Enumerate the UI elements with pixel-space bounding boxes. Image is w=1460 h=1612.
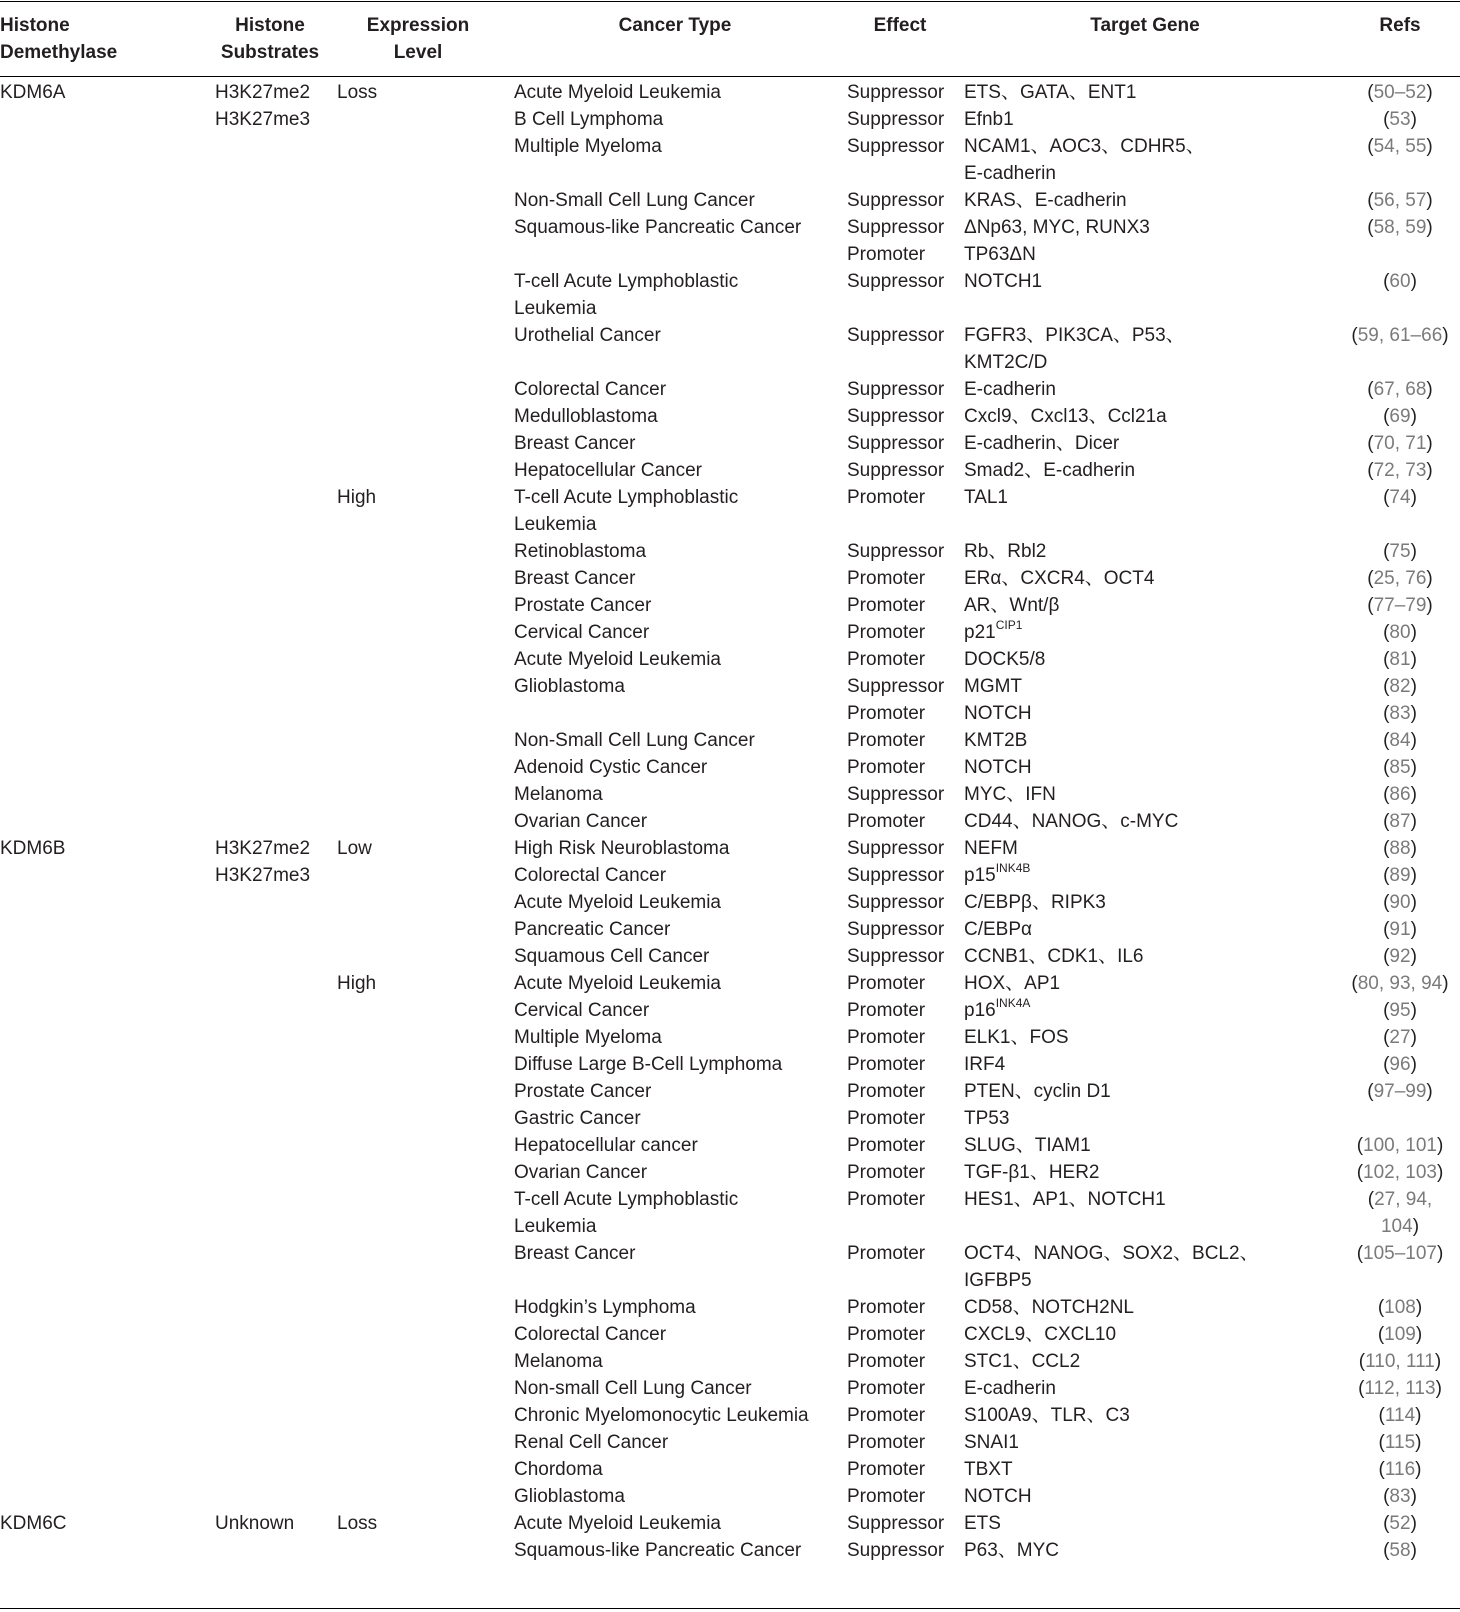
effect-cell: Suppressor [847,784,945,805]
cancer-type-cell: Renal Cell Cancer [514,1432,669,1453]
refs-cell: (60) [1383,271,1417,292]
target-gene-cell: NEFM [964,838,1018,859]
effect-cell: Suppressor [847,136,945,157]
target-gene-cell: P63、MYC [964,1540,1060,1561]
cancer-type-cell: Acute Myeloid Leukemia [514,973,721,994]
refs-cell: (53) [1383,109,1417,130]
reference-numbers: 77–79 [1373,595,1427,616]
target-gene-cell: TP53 [964,1108,1010,1129]
refs-cell: (84) [1383,730,1417,751]
effect-cell: Promoter [847,1027,926,1048]
target-gene-cell: DOCK5/8 [964,649,1046,670]
refs-cell: (92) [1383,946,1417,967]
refs-cell: (91) [1383,919,1417,940]
substrate-cell: H3K27me2 H3K27me3 [215,838,311,886]
cancer-type-cell: Cervical Cancer [514,622,650,643]
reference-numbers: 83 [1389,1486,1411,1507]
target-gene-cell: TAL1 [964,487,1009,508]
gene-name: p15 [964,865,996,886]
effect-cell: Promoter [847,487,926,508]
reference-numbers: 25, 76 [1373,568,1427,589]
reference-numbers: 81 [1389,649,1411,670]
target-gene-cell: ETS、GATA、ENT1 [964,82,1137,103]
header-histone-substrates: Histone Substrates [220,15,320,63]
refs-cell: (67, 68) [1367,379,1433,400]
cancer-type-cell: Gastric Cancer [514,1108,641,1129]
reference-numbers: 83 [1389,703,1411,724]
refs-cell: (80, 93, 94) [1351,973,1449,994]
cancer-type-cell: Multiple Myeloma [514,136,662,157]
effect-cell: Promoter [847,1081,926,1102]
reference-numbers: 50–52 [1373,82,1427,103]
expression-level-cell: Low [337,838,372,859]
substrate-cell: H3K27me2 H3K27me3 [215,82,311,130]
refs-cell: (85) [1383,757,1417,778]
cancer-type-cell: Prostate Cancer [514,595,652,616]
cancer-type-cell: Squamous-like Pancreatic Cancer [514,1540,802,1561]
reference-numbers: 84 [1389,730,1411,751]
refs-cell: (75) [1383,541,1417,562]
cancer-type-cell: Non-Small Cell Lung Cancer [514,190,755,211]
target-gene-cell: CXCL9、CXCL10 [964,1324,1117,1345]
cancer-type-cell: Urothelial Cancer [514,325,661,346]
refs-cell: (81) [1383,649,1417,670]
cancer-type-cell: Chordoma [514,1459,603,1480]
gene-name: p21 [964,622,996,643]
cancer-type-cell: Adenoid Cystic Cancer [514,757,708,778]
cancer-type-cell: Multiple Myeloma [514,1027,662,1048]
cancer-type-cell: T-cell Acute Lymphoblastic Leukemia [514,487,739,535]
reference-numbers: 105–107 [1363,1243,1437,1264]
refs-cell: (116) [1378,1459,1422,1480]
effect-cell: Suppressor [847,838,945,859]
cancer-type-cell: Hepatocellular cancer [514,1135,698,1156]
target-gene-cell: ΔNp63, MYC, RUNX3 TP63ΔN [964,217,1150,265]
expression-level-cell: High [337,487,377,508]
refs-cell: (72, 73) [1367,460,1433,481]
refs-cell: (58) [1383,1540,1417,1561]
target-gene-cell: TBXT [964,1459,1013,1480]
effect-cell: Suppressor [847,892,945,913]
reference-numbers: 91 [1389,919,1411,940]
target-gene-cell: CCNB1、CDK1、IL6 [964,946,1144,967]
effect-cell: Promoter [847,1108,926,1129]
reference-numbers: 59, 61–66 [1357,325,1443,346]
header-target-gene: Target Gene [1090,15,1200,36]
cancer-type-cell: Hepatocellular Cancer [514,460,702,481]
header-effect: Effect [873,15,927,36]
refs-cell: (102, 103) [1356,1162,1444,1183]
cancer-type-cell: Squamous-like Pancreatic Cancer [514,217,802,238]
reference-numbers: 86 [1389,784,1411,805]
effect-cell: Suppressor [847,406,945,427]
effect-cell: Suppressor [847,541,945,562]
effect-cell: Suppressor [847,919,945,940]
target-gene-cell: NCAM1、AOC3、CDHR5、 E-cadherin [964,136,1205,184]
effect-cell: Suppressor [847,865,945,886]
effect-cell: Promoter [847,757,926,778]
effect-cell: Promoter [847,1486,926,1507]
target-gene-cell: NOTCH [964,1486,1032,1507]
effect-cell: Promoter [847,649,926,670]
refs-cell: (25, 76) [1367,568,1433,589]
target-gene-cell: CD58、NOTCH2NL [964,1297,1134,1318]
demethylase-cell: KDM6A [0,82,66,103]
gene-name: p16 [964,1000,996,1021]
expression-level-cell: High [337,973,377,994]
reference-numbers: 85 [1389,757,1411,778]
effect-cell: Suppressor [847,460,945,481]
reference-numbers: 97–99 [1373,1081,1427,1102]
cancer-type-cell: Retinoblastoma [514,541,647,562]
target-gene-cell: S100A9、TLR、C3 [964,1405,1130,1426]
cancer-type-cell: Non-small Cell Lung Cancer [514,1378,752,1399]
refs-cell: (105–107) [1356,1243,1444,1264]
cancer-type-cell: Breast Cancer [514,433,636,454]
target-gene-cell: KRAS、E-cadherin [964,190,1127,211]
effect-cell: Promoter [847,1000,926,1021]
reference-numbers: 116 [1384,1459,1416,1480]
target-gene-cell: HOX、AP1 [964,973,1061,994]
refs-cell: (58, 59) [1367,217,1433,238]
target-gene-cell: KMT2B [964,730,1028,751]
cancer-type-cell: Pancreatic Cancer [514,919,671,940]
refs-cell: (82) [1383,676,1417,697]
cancer-type-cell: Acute Myeloid Leukemia [514,82,721,103]
target-gene-cell: Cxcl9、Cxcl13、Ccl21a [964,406,1167,427]
cancer-type-cell: Squamous Cell Cancer [514,946,710,967]
target-gene-cell: C/EBPα [964,919,1033,940]
refs-cell: (100, 101) [1356,1135,1444,1156]
target-gene-cell: OCT4、NANOG、SOX2、BCL2、 IGFBP5 [964,1243,1259,1291]
refs-cell: (27, 94, 104) [1367,1189,1433,1237]
refs-cell: (97–99) [1367,1081,1433,1102]
refs-cell: (86) [1383,784,1417,805]
target-gene-cell: PTEN、cyclin D1 [964,1081,1111,1102]
gene-superscript: INK4B [995,861,1031,875]
effect-cell: Promoter [847,1378,926,1399]
gene-superscript: INK4A [995,996,1031,1010]
cancer-type-cell: B Cell Lymphoma [514,109,664,130]
effect-cell: Suppressor [847,676,945,697]
refs-cell: (50–52) [1367,82,1433,103]
refs-cell: (52) [1383,1513,1417,1534]
cancer-type-cell: Glioblastoma [514,676,625,697]
header-expression-level: Expression Level [366,15,470,63]
reference-numbers: 58, 59 [1373,217,1427,238]
refs-cell: (96) [1383,1054,1417,1075]
reference-numbers: 53 [1389,109,1411,130]
header-cancer-type: Cancer Type [618,15,732,36]
target-gene-cell: MGMT [964,676,1023,697]
cancer-type-cell: Medulloblastoma [514,406,658,427]
reference-numbers: 89 [1389,865,1411,886]
target-gene-cell: STC1、CCL2 [964,1351,1081,1372]
effect-cell: Promoter [847,1459,926,1480]
cancer-type-cell: Colorectal Cancer [514,379,667,400]
target-gene-cell: HES1、AP1、NOTCH1 [964,1189,1166,1210]
reference-numbers: 69 [1389,406,1411,427]
reference-numbers: 90 [1389,892,1411,913]
cancer-type-cell: Ovarian Cancer [514,811,648,832]
effect-cell: Promoter [847,703,926,724]
cancer-type-cell: Diffuse Large B-Cell Lymphoma [514,1054,783,1075]
reference-numbers: 80, 93, 94 [1357,973,1443,994]
reference-numbers: 56, 57 [1373,190,1427,211]
reference-numbers: 27, 94, 104 [1374,1189,1433,1237]
effect-cell: Suppressor [847,379,945,400]
refs-cell: (74) [1383,487,1417,508]
target-gene-cell: SLUG、TIAM1 [964,1135,1091,1156]
target-gene-cell: E-cadherin、Dicer [964,433,1120,454]
effect-cell: Promoter [847,568,926,589]
refs-cell: (70, 71) [1367,433,1433,454]
target-gene-cell: NOTCH1 [964,271,1043,292]
effect-cell: Suppressor [847,325,945,346]
refs-cell: (110, 111) [1358,1351,1442,1372]
cancer-type-cell: Breast Cancer [514,568,636,589]
reference-numbers: 82 [1389,676,1411,697]
refs-cell: (77–79) [1367,595,1433,616]
header-histone-demethylase: Histone Demethylase [0,15,118,63]
table-top-rule [0,1,1460,2]
reference-numbers: 109 [1384,1324,1416,1345]
cancer-type-cell: Acute Myeloid Leukemia [514,892,721,913]
target-gene-cell: MYC、IFN [964,784,1056,805]
refs-cell: (83) [1383,703,1417,724]
target-gene-cell: SNAI1 [964,1432,1019,1453]
effect-cell: Promoter [847,1432,926,1453]
gene-superscript: CIP1 [995,618,1023,632]
effect-cell: Promoter [847,1135,926,1156]
reference-numbers: 87 [1389,811,1411,832]
table-header-rule [0,76,1460,77]
refs-cell: (115) [1378,1432,1422,1453]
refs-cell: (87) [1383,811,1417,832]
effect-cell: Suppressor [847,82,945,103]
reference-numbers: 72, 73 [1373,460,1427,481]
target-gene-cell: E-cadherin [964,1378,1056,1399]
refs-cell: (108) [1377,1297,1423,1318]
refs-cell: (69) [1383,406,1417,427]
refs-cell: (54, 55) [1367,136,1433,157]
effect-cell: Suppressor Promoter [847,217,945,265]
reference-numbers: 67, 68 [1373,379,1427,400]
header-refs: Refs [1379,15,1421,36]
effect-cell: Suppressor [847,190,945,211]
target-gene-cell: NOTCH [964,757,1032,778]
reference-numbers: 110, 111 [1365,1351,1435,1372]
reference-numbers: 27 [1389,1027,1411,1048]
reference-numbers: 88 [1389,838,1411,859]
target-gene-cell: Smad2、E-cadherin [964,460,1136,481]
target-gene-cell: AR、Wnt/β [964,595,1060,616]
target-gene-cell: Efnb1 [964,109,1014,130]
cancer-type-cell: Colorectal Cancer [514,1324,667,1345]
effect-cell: Promoter [847,1405,926,1426]
table-bottom-rule [0,1608,1460,1609]
reference-numbers: 112, 113 [1364,1378,1436,1399]
effect-cell: Suppressor [847,946,945,967]
effect-cell: Promoter [847,811,926,832]
effect-cell: Promoter [847,973,926,994]
effect-cell: Suppressor [847,433,945,454]
target-gene-cell: ETS [964,1513,1001,1534]
refs-cell: (83) [1383,1486,1417,1507]
effect-cell: Suppressor [847,109,945,130]
effect-cell: Suppressor [847,271,945,292]
cancer-type-cell: T-cell Acute Lymphoblastic Leukemia [514,271,739,319]
reference-numbers: 95 [1389,1000,1411,1021]
refs-cell: (56, 57) [1367,190,1433,211]
reference-numbers: 102, 103 [1363,1162,1437,1183]
effect-cell: Promoter [847,595,926,616]
expression-level-cell: Loss [337,82,378,103]
refs-cell: (59, 61–66) [1351,325,1449,346]
refs-cell: (95) [1383,1000,1417,1021]
effect-cell: Promoter [847,730,926,751]
reference-numbers: 70, 71 [1373,433,1427,454]
target-gene-cell [964,619,1022,646]
reference-numbers: 60 [1389,271,1411,292]
refs-cell: (114) [1378,1405,1422,1426]
reference-numbers: 100, 101 [1363,1135,1437,1156]
reference-numbers: 96 [1389,1054,1411,1075]
target-gene-cell: NOTCH [964,703,1032,724]
cancer-type-cell: Acute Myeloid Leukemia [514,649,721,670]
cancer-type-cell: Cervical Cancer [514,1000,650,1021]
demethylase-cell: KDM6B [0,838,66,859]
cancer-type-cell: Colorectal Cancer [514,865,667,886]
substrate-cell: Unknown [215,1513,295,1534]
refs-cell: (88) [1383,838,1417,859]
reference-numbers: 92 [1389,946,1411,967]
cancer-type-cell: Chronic Myelomonocytic Leukemia [514,1405,809,1426]
effect-cell: Promoter [847,1297,926,1318]
effect-cell: Promoter [847,1162,926,1183]
refs-cell: (109) [1377,1324,1423,1345]
target-gene-cell: C/EBPβ、RIPK3 [964,892,1106,913]
effect-cell: Promoter [847,1243,926,1264]
refs-cell: (90) [1383,892,1417,913]
cancer-type-cell: Breast Cancer [514,1243,636,1264]
refs-cell: (27) [1383,1027,1417,1048]
target-gene-cell [964,862,1030,889]
reference-numbers: 114 [1384,1405,1416,1426]
target-gene-cell: FGFR3、PIK3CA、P53、 KMT2C/D [964,325,1185,373]
target-gene-cell: E-cadherin [964,379,1056,400]
cancer-type-cell: Melanoma [514,1351,603,1372]
reference-numbers: 115 [1384,1432,1416,1453]
cancer-type-cell: Ovarian Cancer [514,1162,648,1183]
effect-cell: Promoter [847,622,926,643]
target-gene-cell: ELK1、FOS [964,1027,1069,1048]
expression-level-cell: Loss [337,1513,378,1534]
demethylase-cell: KDM6C [0,1513,67,1534]
target-gene-cell: TGF-β1、HER2 [964,1162,1100,1183]
target-gene-cell: ERα、CXCR4、OCT4 [964,568,1155,589]
effect-cell: Promoter [847,1351,926,1372]
cancer-type-cell: Hodgkin’s Lymphoma [514,1297,696,1318]
target-gene-cell: Rb、Rbl2 [964,541,1047,562]
refs-cell: (112, 113) [1358,1378,1442,1399]
reference-numbers: 108 [1384,1297,1416,1318]
cancer-type-cell: Non-Small Cell Lung Cancer [514,730,755,751]
reference-numbers: 80 [1389,622,1411,643]
target-gene-cell: CD44、NANOG、c-MYC [964,811,1179,832]
reference-numbers: 75 [1389,541,1411,562]
effect-cell: Suppressor [847,1513,945,1534]
effect-cell: Promoter [847,1054,926,1075]
cancer-type-cell: Prostate Cancer [514,1081,652,1102]
refs-cell: (80) [1383,622,1417,643]
effect-cell: Promoter [847,1189,926,1210]
cancer-type-cell: Glioblastoma [514,1486,625,1507]
refs-cell: (89) [1383,865,1417,886]
target-gene-cell [964,997,1030,1024]
cancer-type-cell: T-cell Acute Lymphoblastic Leukemia [514,1189,739,1237]
reference-numbers: 52 [1389,1513,1411,1534]
reference-numbers: 54, 55 [1373,136,1427,157]
reference-numbers: 74 [1389,487,1411,508]
effect-cell: Promoter [847,1324,926,1345]
cancer-type-cell: Acute Myeloid Leukemia [514,1513,721,1534]
target-gene-cell: IRF4 [964,1054,1006,1075]
effect-cell: Suppressor [847,1540,945,1561]
cancer-type-cell: High Risk Neuroblastoma [514,838,730,859]
reference-numbers: 58 [1389,1540,1411,1561]
cancer-type-cell: Melanoma [514,784,603,805]
